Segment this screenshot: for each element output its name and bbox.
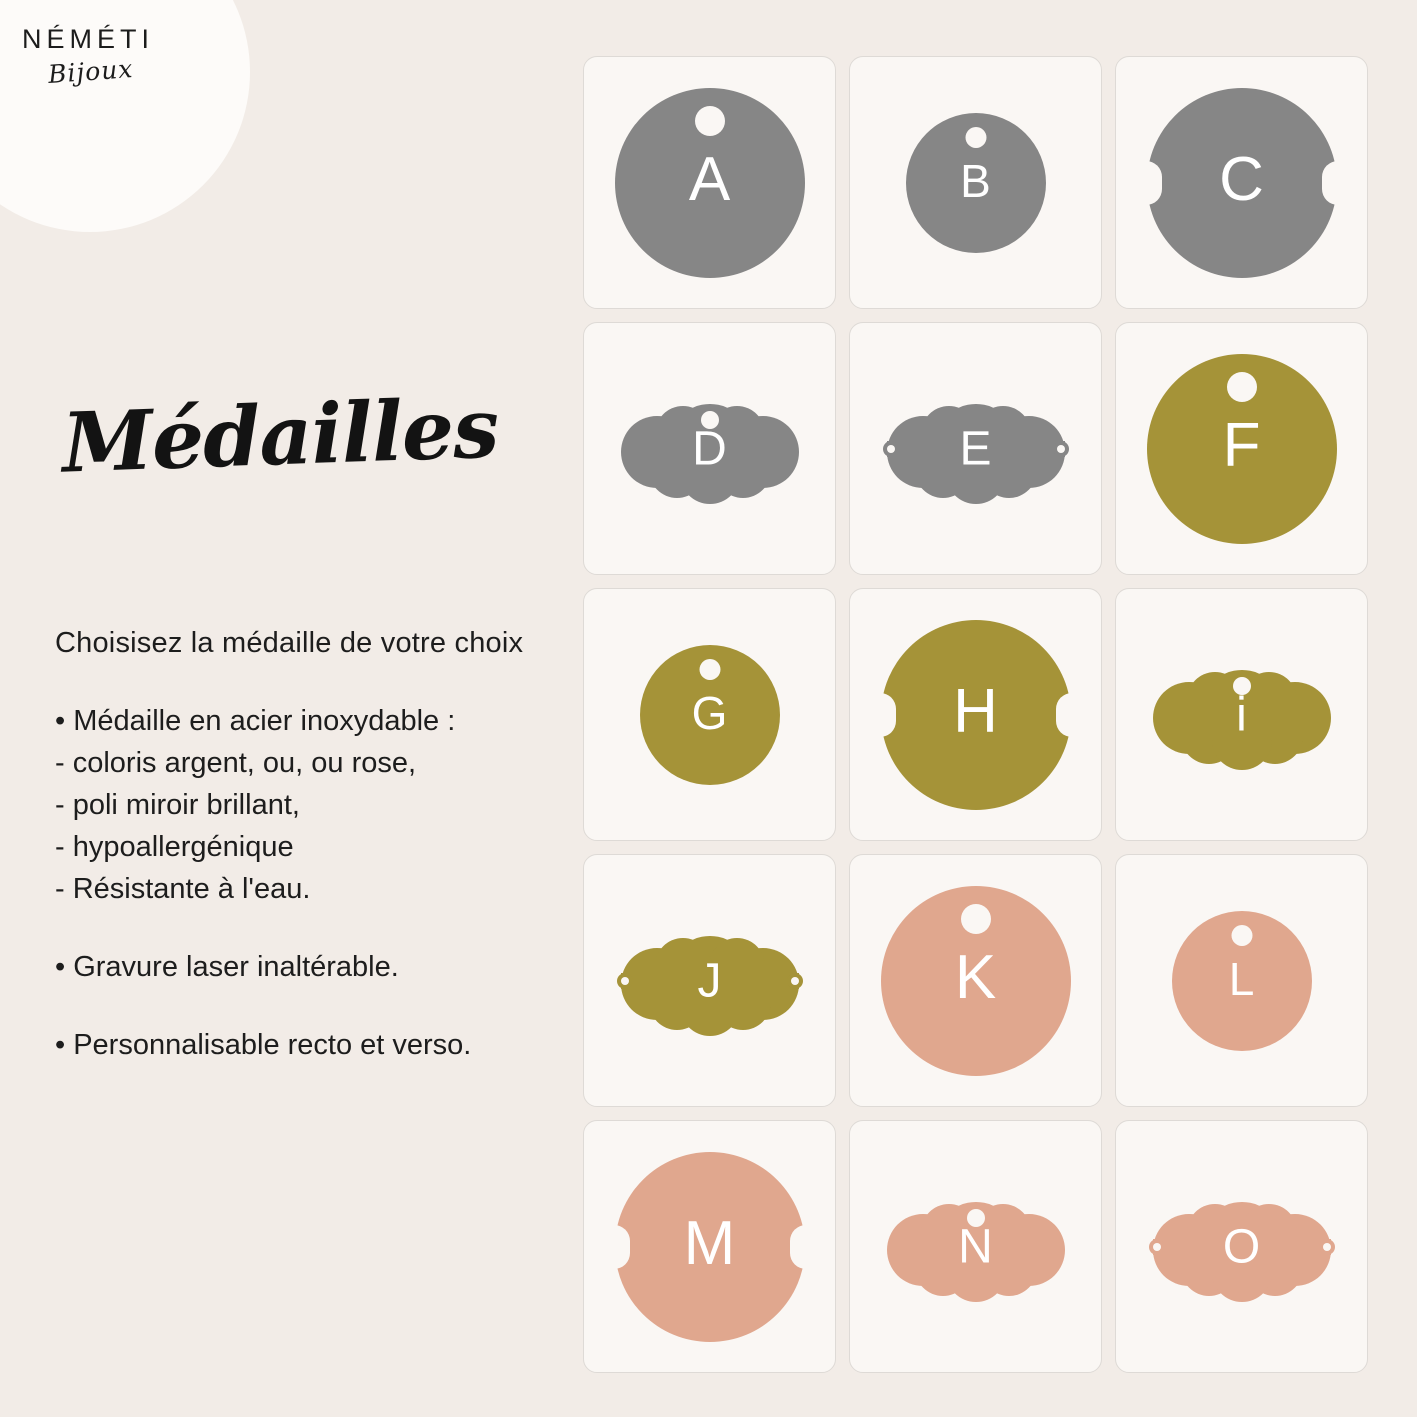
feature-list-spacer: [55, 988, 555, 1024]
medal-cloud-body: [605, 922, 815, 1040]
medal-letter: B: [960, 154, 991, 207]
feature-list: [55, 700, 555, 1066]
feature-list-item: • Médaille en acier inoxydable :: [55, 705, 456, 737]
medal-disc: [881, 620, 1071, 810]
medal-option-G[interactable]: [583, 588, 836, 841]
medal-option-F[interactable]: [1115, 322, 1368, 575]
medal-shape-cloud: [605, 390, 815, 508]
medal-shape-cloud: [871, 390, 1081, 508]
medal-letter: O: [1222, 1220, 1261, 1273]
medal-disc: [615, 1152, 805, 1342]
medal-shape-circle: [615, 1152, 805, 1342]
medal-disc: [1172, 911, 1312, 1051]
medal-option-M[interactable]: [583, 1120, 836, 1373]
medal-disc: [1147, 88, 1337, 278]
medal-option-O[interactable]: [1115, 1120, 1368, 1373]
medal-option-C[interactable]: [1115, 56, 1368, 309]
medal-shape-circle: [1172, 911, 1312, 1051]
medal-option-A[interactable]: [583, 56, 836, 309]
medal-shape-cloud: [1137, 656, 1347, 774]
medal-hole-icon: [961, 904, 991, 934]
medal-option-H[interactable]: [849, 588, 1102, 841]
medal-cloud-body: [871, 390, 1081, 508]
medal-option-B[interactable]: [849, 56, 1102, 309]
medal-letter: N: [958, 1220, 993, 1273]
medal-letter: C: [1219, 145, 1264, 215]
medal-letter: F: [1222, 411, 1261, 481]
medal-option-D[interactable]: [583, 322, 836, 575]
medal-shape-circle: [1147, 354, 1337, 544]
medal-letter: H: [953, 677, 998, 747]
medal-letter: J: [697, 954, 722, 1007]
feature-list-spacer: [55, 910, 555, 946]
medal-shape-cloud: [1137, 1188, 1347, 1306]
medal-shape-circle: [906, 113, 1046, 253]
medal-option-L[interactable]: [1115, 854, 1368, 1107]
medal-disc: [906, 113, 1046, 253]
intro-text: Choisisez la médaille de votre choix: [55, 627, 524, 659]
medal-option-E[interactable]: [849, 322, 1102, 575]
medal-letter: K: [954, 943, 997, 1013]
medal-shape-cloud: [605, 922, 815, 1040]
medal-letter: M: [683, 1209, 736, 1279]
medal-disc: [881, 886, 1071, 1076]
medal-shape-circle: [640, 645, 780, 785]
medal-letter: A: [688, 145, 731, 215]
medal-option-N[interactable]: [849, 1120, 1102, 1373]
medal-shape-circle: [1147, 88, 1337, 278]
medal-cloud-body: [1137, 656, 1347, 774]
medal-letter: E: [959, 422, 992, 475]
medal-shape-circle: [615, 88, 805, 278]
medal-letter: D: [692, 422, 727, 475]
medal-hole-icon: [1231, 925, 1252, 946]
feature-list-item: - poli miroir brillant,: [55, 789, 300, 821]
feature-list-item: - coloris argent, ou, ou rose,: [55, 747, 417, 779]
medal-grid: [583, 56, 1373, 1373]
medal-hole-icon: [965, 127, 986, 148]
medal-cloud-body: [605, 390, 815, 508]
medal-disc: [1147, 354, 1337, 544]
medal-cloud-body: [1137, 1188, 1347, 1306]
medal-letter: G: [691, 686, 728, 739]
feature-list-item: • Personnalisable recto et verso.: [55, 1029, 472, 1061]
medal-hole-icon: [695, 106, 725, 136]
medal-cloud-body: [871, 1188, 1081, 1306]
medal-disc: [615, 88, 805, 278]
medal-letter: L: [1228, 952, 1255, 1005]
brand-name: NÉMÉTI: [22, 24, 155, 54]
medal-hole-icon: [699, 659, 720, 680]
brand-tagline: Bijoux: [47, 54, 135, 89]
medal-shape-circle: [881, 886, 1071, 1076]
medal-option-K[interactable]: [849, 854, 1102, 1107]
medal-option-J[interactable]: [583, 854, 836, 1107]
feature-list-item: - Résistante à l'eau.: [55, 873, 311, 905]
feature-list-item: - hypoallergénique: [55, 831, 294, 863]
medal-option-I[interactable]: [1115, 588, 1368, 841]
feature-list-item: • Gravure laser inaltérable.: [55, 951, 399, 983]
medal-disc: [640, 645, 780, 785]
medal-shape-circle: [881, 620, 1071, 810]
medal-letter: i: [1236, 688, 1247, 741]
page-title: Médailles: [60, 380, 500, 492]
medal-shape-cloud: [871, 1188, 1081, 1306]
medal-hole-icon: [1227, 372, 1257, 402]
info-panel: [0, 0, 560, 1417]
